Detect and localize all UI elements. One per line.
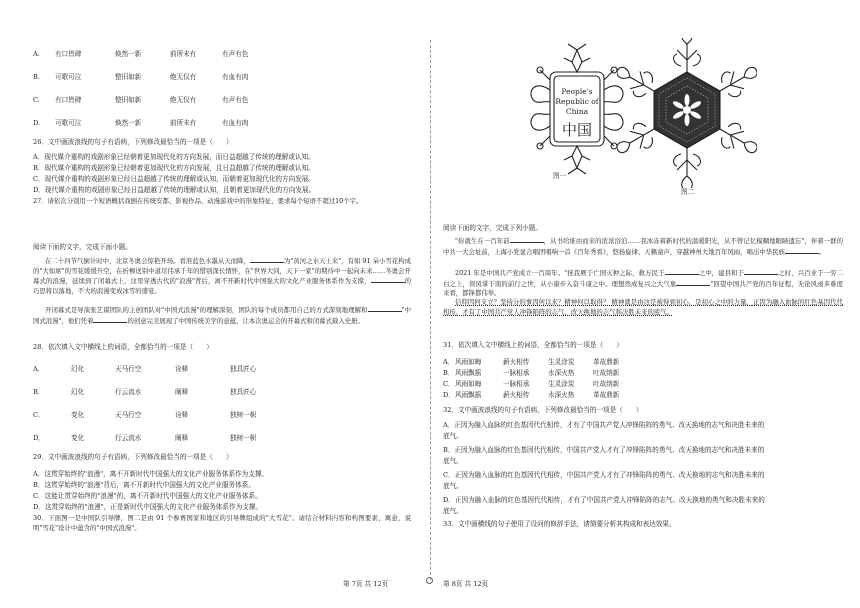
fill-blank	[744, 268, 778, 275]
q27-stem: 27．请依次分别用一个短语概括戏剧在传统安都、影视作品、动漫游戏中的形象特征，要求每个短语不超过10个字。	[33, 197, 363, 205]
q32-option-c-cont: 底气。	[443, 482, 463, 490]
q32-option-d: D．正因为融入血脉的红色基因代代相传，才有了中国共产党人冲锋陷阵的志气、改天换地的勇气和决胜未来的	[443, 496, 765, 504]
q25-option-a	[33, 48, 248, 58]
option-word: 绝无仅有	[170, 96, 197, 104]
passage-paragraph-1	[33, 256, 411, 296]
q32-option-b: B．正因为融入血脉的红色基因代代相传，中国共产党人才有了冲锋陷阵的勇气、改天换地的志气和决胜未来的	[443, 446, 765, 454]
passage-text: 开闭幕式是导演张艺谋团队的主创团队对"中国式浪漫"的理解深刻，团队的每个成员都用自己的方式深刻地理解和	[45, 306, 368, 314]
q29-option-d: D．这贯穿始终的"浪漫"，正是新时代中国强大的文化产业服务体系作为支撑。	[33, 503, 262, 511]
option-word: 阐释	[175, 434, 189, 442]
passage-text: 之时，兴百业于一穷二白之上，领风掌于南的前行之世，从小康步入奋斗康之中。理想然成复兴之大气象	[443, 269, 844, 288]
q28-option-b	[33, 386, 256, 396]
q25-option-c	[33, 94, 248, 104]
passage2-paragraph-2	[443, 268, 843, 299]
option-word: 幻化	[71, 365, 85, 373]
fig1-label-line1: People's	[561, 87, 593, 96]
binding-hole-icon	[426, 577, 433, 584]
option-word: 诠释	[175, 411, 189, 419]
passage2-paragraph-1	[443, 236, 843, 257]
option-word: 吐故纳新	[593, 380, 620, 388]
option-word: 独树一帜	[230, 411, 257, 419]
option-letter: C．	[33, 411, 45, 419]
reading-intro: 阅读下面的文字，完成下面小题。	[33, 243, 132, 251]
q25-option-d	[33, 117, 248, 127]
figure-2-snowflake	[617, 38, 757, 188]
figure-2-caption: 图二	[681, 188, 695, 196]
option-word: 有血有肉	[222, 73, 249, 81]
option-word: 有声有色	[222, 50, 249, 58]
option-letter: B．	[443, 369, 455, 377]
option-letter: A．	[33, 365, 45, 373]
option-word: 行云流水	[115, 388, 142, 396]
option-word: 革故鼎新	[593, 358, 620, 366]
option-word: 革故鼎新	[593, 391, 620, 399]
passage2-paragraph-3	[443, 298, 843, 317]
option-letter: B．	[33, 388, 45, 396]
option-word: 水深火热	[548, 391, 575, 399]
option-word: 生灵涂炭	[548, 380, 575, 388]
option-word: 幻化	[71, 388, 85, 396]
q32-option-b-cont: 底气。	[443, 457, 463, 465]
figure-1-caption: 图一	[553, 172, 567, 180]
option-word: 一脉相承	[503, 380, 530, 388]
fill-blank	[676, 279, 710, 286]
passage-text: 的巧思将以落地，不大的浪漫变成冰雪的盛宴。	[33, 277, 411, 295]
q31-option-b	[443, 367, 619, 377]
option-word: 薪火相传	[503, 358, 530, 366]
option-word: 焕然一新	[115, 50, 142, 58]
q29-option-b: B．这贯穿始终的"浪漫"背后，离不开新时代中国强大的文化产业服务体系。	[33, 481, 255, 489]
option-word: 独具匠心	[230, 388, 257, 396]
fill-blank	[250, 256, 284, 263]
option-word: 有口皆碑	[55, 96, 82, 104]
option-word: 风雨如晦	[455, 380, 482, 388]
q26-stem: 26．文中画波浪线的句子有语病，下列修改最恰当的一项是（ ）	[33, 138, 233, 146]
q29-option-a: A．这贯穿始终的"浪漫"，离不开新时代中国强大的文化产业服务体系作为支撑。	[33, 470, 269, 478]
option-word: 前所未有	[170, 50, 197, 58]
q31-stem: 31．依次填入文中横线上的词语，全都恰当的一项是（ ）	[443, 341, 623, 349]
q28-option-c	[33, 409, 256, 419]
option-word: 阐释	[175, 388, 189, 396]
q26-option-d: D．现代媒介重构的戏剧形象已经日益超越了传统的理解或认知，且朝着更加现代化的方向发展。	[33, 186, 316, 194]
option-word: 风雨如晦	[455, 358, 482, 366]
option-word: 有血有肉	[222, 119, 249, 127]
q26-option-b: B．现代媒介重构的戏剧形象已经朝着更加现代化的方向发展，且日益超越了传统的理解或认知。	[33, 164, 315, 172]
q30-stem: 30．下面图一是中国队引导牌，图二是由 91 个参赛国家和地区的引导牌组成的"大雪花"。请结合材料内容和构图要素、寓意，说明"雪花"设计中蕴含的"中国式浪漫"。	[33, 514, 411, 532]
passage-text: 在二十四节气倒计时中，北京冬奥会惊艳开场。看准蓝色水墨从天而降，	[45, 257, 250, 265]
q31-option-c	[443, 378, 619, 388]
passage-text: "中国式浪漫"，他们凭着	[33, 306, 411, 325]
option-word: 变化	[71, 434, 85, 442]
option-letter: C.	[33, 96, 40, 104]
passage-text: "你就生在一百年前	[455, 237, 510, 245]
passage-text: 之中，建县和于	[698, 269, 745, 277]
option-word: 吐故纳新	[593, 369, 620, 377]
q32-option-c: C．正因为融入血脉的红色基因代代相传，中国共产党人才有了冲锋陷阵的勇气、改天换地的志气和决胜未来的	[443, 471, 765, 479]
fill-blank	[510, 236, 544, 243]
option-word: 有口皆碑	[55, 50, 82, 58]
option-word: 整旧如新	[115, 96, 142, 104]
page-footer-right: 第 8页 共 12页	[443, 580, 489, 588]
q26-option-c: C．现代媒介重构的戏剧形象已经日益超越了传统的理解或认知，而朝着更加现代化的方向发展。	[33, 175, 315, 183]
option-word: 天马行空	[115, 365, 142, 373]
option-word: 变化	[71, 411, 85, 419]
q26-option-a: A．现代媒介重构的戏剧形象已经朝着更加现代化的方向发展，而日益超越了传统的理解或认知。	[33, 153, 315, 161]
q32-option-a-cont: 底气。	[443, 432, 463, 440]
q31-option-a	[443, 356, 619, 366]
option-letter: D．	[33, 434, 45, 442]
q28-option-a	[33, 363, 256, 373]
q33-stem: 33．文中画横线的句子使用了设问的修辞手法，请简要分析其构成和表达效果。	[443, 520, 676, 528]
option-word: 薪火相传	[503, 391, 530, 399]
option-word: 天马行空	[115, 411, 142, 419]
option-letter: D．	[443, 391, 455, 399]
option-letter: C．	[443, 380, 455, 388]
q31-option-d	[443, 389, 619, 399]
passage-text: ，从书给谁由而来的浓浓浴泊……我冰冻着新时代的温暖阳光，从不曾记忆模糊地眼睛遗忘"，伴着一群的中共一大会址前，上海小党显合唱团唱响一首《百年秀看》，悠扬旋律、天籁童声，穿越神州大地百年风雨，唱出中华民族	[443, 237, 843, 256]
q29-option-c: C．这能让贯穿始终的"浪漫"的，离不开新时代中国强大的文化产业服务体系。	[33, 492, 262, 500]
option-word: 前所未有	[170, 119, 197, 127]
passage-text: 的创意完美展现了中国传统美学的意蕴，让本次奥运会的开幕式和闭幕式载入史册。	[127, 316, 364, 325]
option-word: 诠释	[175, 365, 189, 373]
option-word: 整旧如新	[115, 73, 142, 81]
option-word: 有声有色	[222, 96, 249, 104]
q32-stem: 32．文中画波浪线的句子有语病，下列修改最恰当的一项是（ ）	[443, 406, 643, 414]
passage-text: 为"黄河之水天上来"，有如 91 朵小雪花构成的"大如席"的雪花缓缓升空，在折柳送别中道尽伟承千年的惜别深长情怀，在"世界大同，天下一家"的期待中一起向未来……冬奥会开幕式的浪漫，延续到了闭幕式上，这里穿透古代的"浪漫"背后，离不开新时代中国强大的文化产业服务体系作为支撑，	[33, 257, 412, 285]
q29-stem: 29．文中画波浪线的句子有语病，下列修改最恰当的一项是（ ）	[33, 453, 233, 461]
fill-blank	[93, 316, 127, 323]
figure-1-china-sign	[522, 40, 632, 175]
option-word: 一脉相承	[503, 369, 530, 377]
option-word: 绝无仅有	[170, 73, 197, 81]
q32-option-a: A．正因为融入血脉的红色基因代代相传，才有了中国共产党人冲锋陷阵的勇气、改天换地的志气和决胜未来的	[443, 421, 765, 429]
underlined-sentence: 信仰因何支立？坚持分的事因何以来？精神何以取得？ 精神就是由这是被得到初心、是初心之中的力量，	[455, 298, 753, 306]
option-letter: A.	[33, 50, 40, 58]
reading-intro-2: 阅读下面的文字，完成下列小题。	[443, 224, 542, 232]
option-word: 可歌可泣	[55, 119, 82, 127]
fill-blank	[785, 247, 819, 254]
option-word: 可歌可泣	[55, 73, 82, 81]
passage-text: 2021 年是中国共产党成立一百周年。"抚我厥于亡国灭种之际，救万民于	[455, 269, 665, 277]
fill-blank	[371, 276, 405, 283]
q25-option-b	[33, 71, 248, 81]
wavy-sentence: 正因为融入血脉的红色基因代代相传，才有了中国共产党人冲锋陷阵的志气，改天换地的志气和决胜未来的底气。	[443, 298, 844, 316]
page-divider	[430, 40, 431, 580]
option-word: 生灵涂炭	[548, 358, 575, 366]
passage-text: "回望中国共产党的百年征程，无论风雨多难度来看，都锋都伟举。	[443, 279, 843, 297]
fill-blank	[665, 268, 699, 275]
fig1-label-line2: Republic of	[555, 97, 599, 106]
q32-option-d-cont: 底气。	[443, 507, 463, 515]
passage-text: 。	[818, 247, 826, 256]
option-letter: D.	[33, 119, 41, 127]
fill-blank	[368, 305, 402, 312]
option-letter: A．	[443, 358, 455, 366]
option-letter: B.	[33, 73, 40, 81]
option-word: 独树一帜	[230, 434, 257, 442]
option-word: 风雨飘摇	[455, 391, 482, 399]
q28-stem: 28．依次填入文中横线上的词语，全都恰当的一项是（ ）	[33, 343, 213, 351]
passage-paragraph-2	[33, 305, 411, 326]
fig1-label-line3: China	[565, 107, 589, 116]
q28-option-d	[33, 432, 256, 442]
option-word: 风雨飘摇	[455, 369, 482, 377]
option-word: 行云流水	[115, 434, 142, 442]
option-word: 水深火热	[548, 369, 575, 377]
option-word: 焕然一新	[115, 119, 142, 127]
fig1-label-cn: 中国	[561, 121, 593, 139]
option-word: 独具匠心	[230, 365, 257, 373]
page-footer-left: 第 7页 共 12页	[343, 580, 389, 588]
